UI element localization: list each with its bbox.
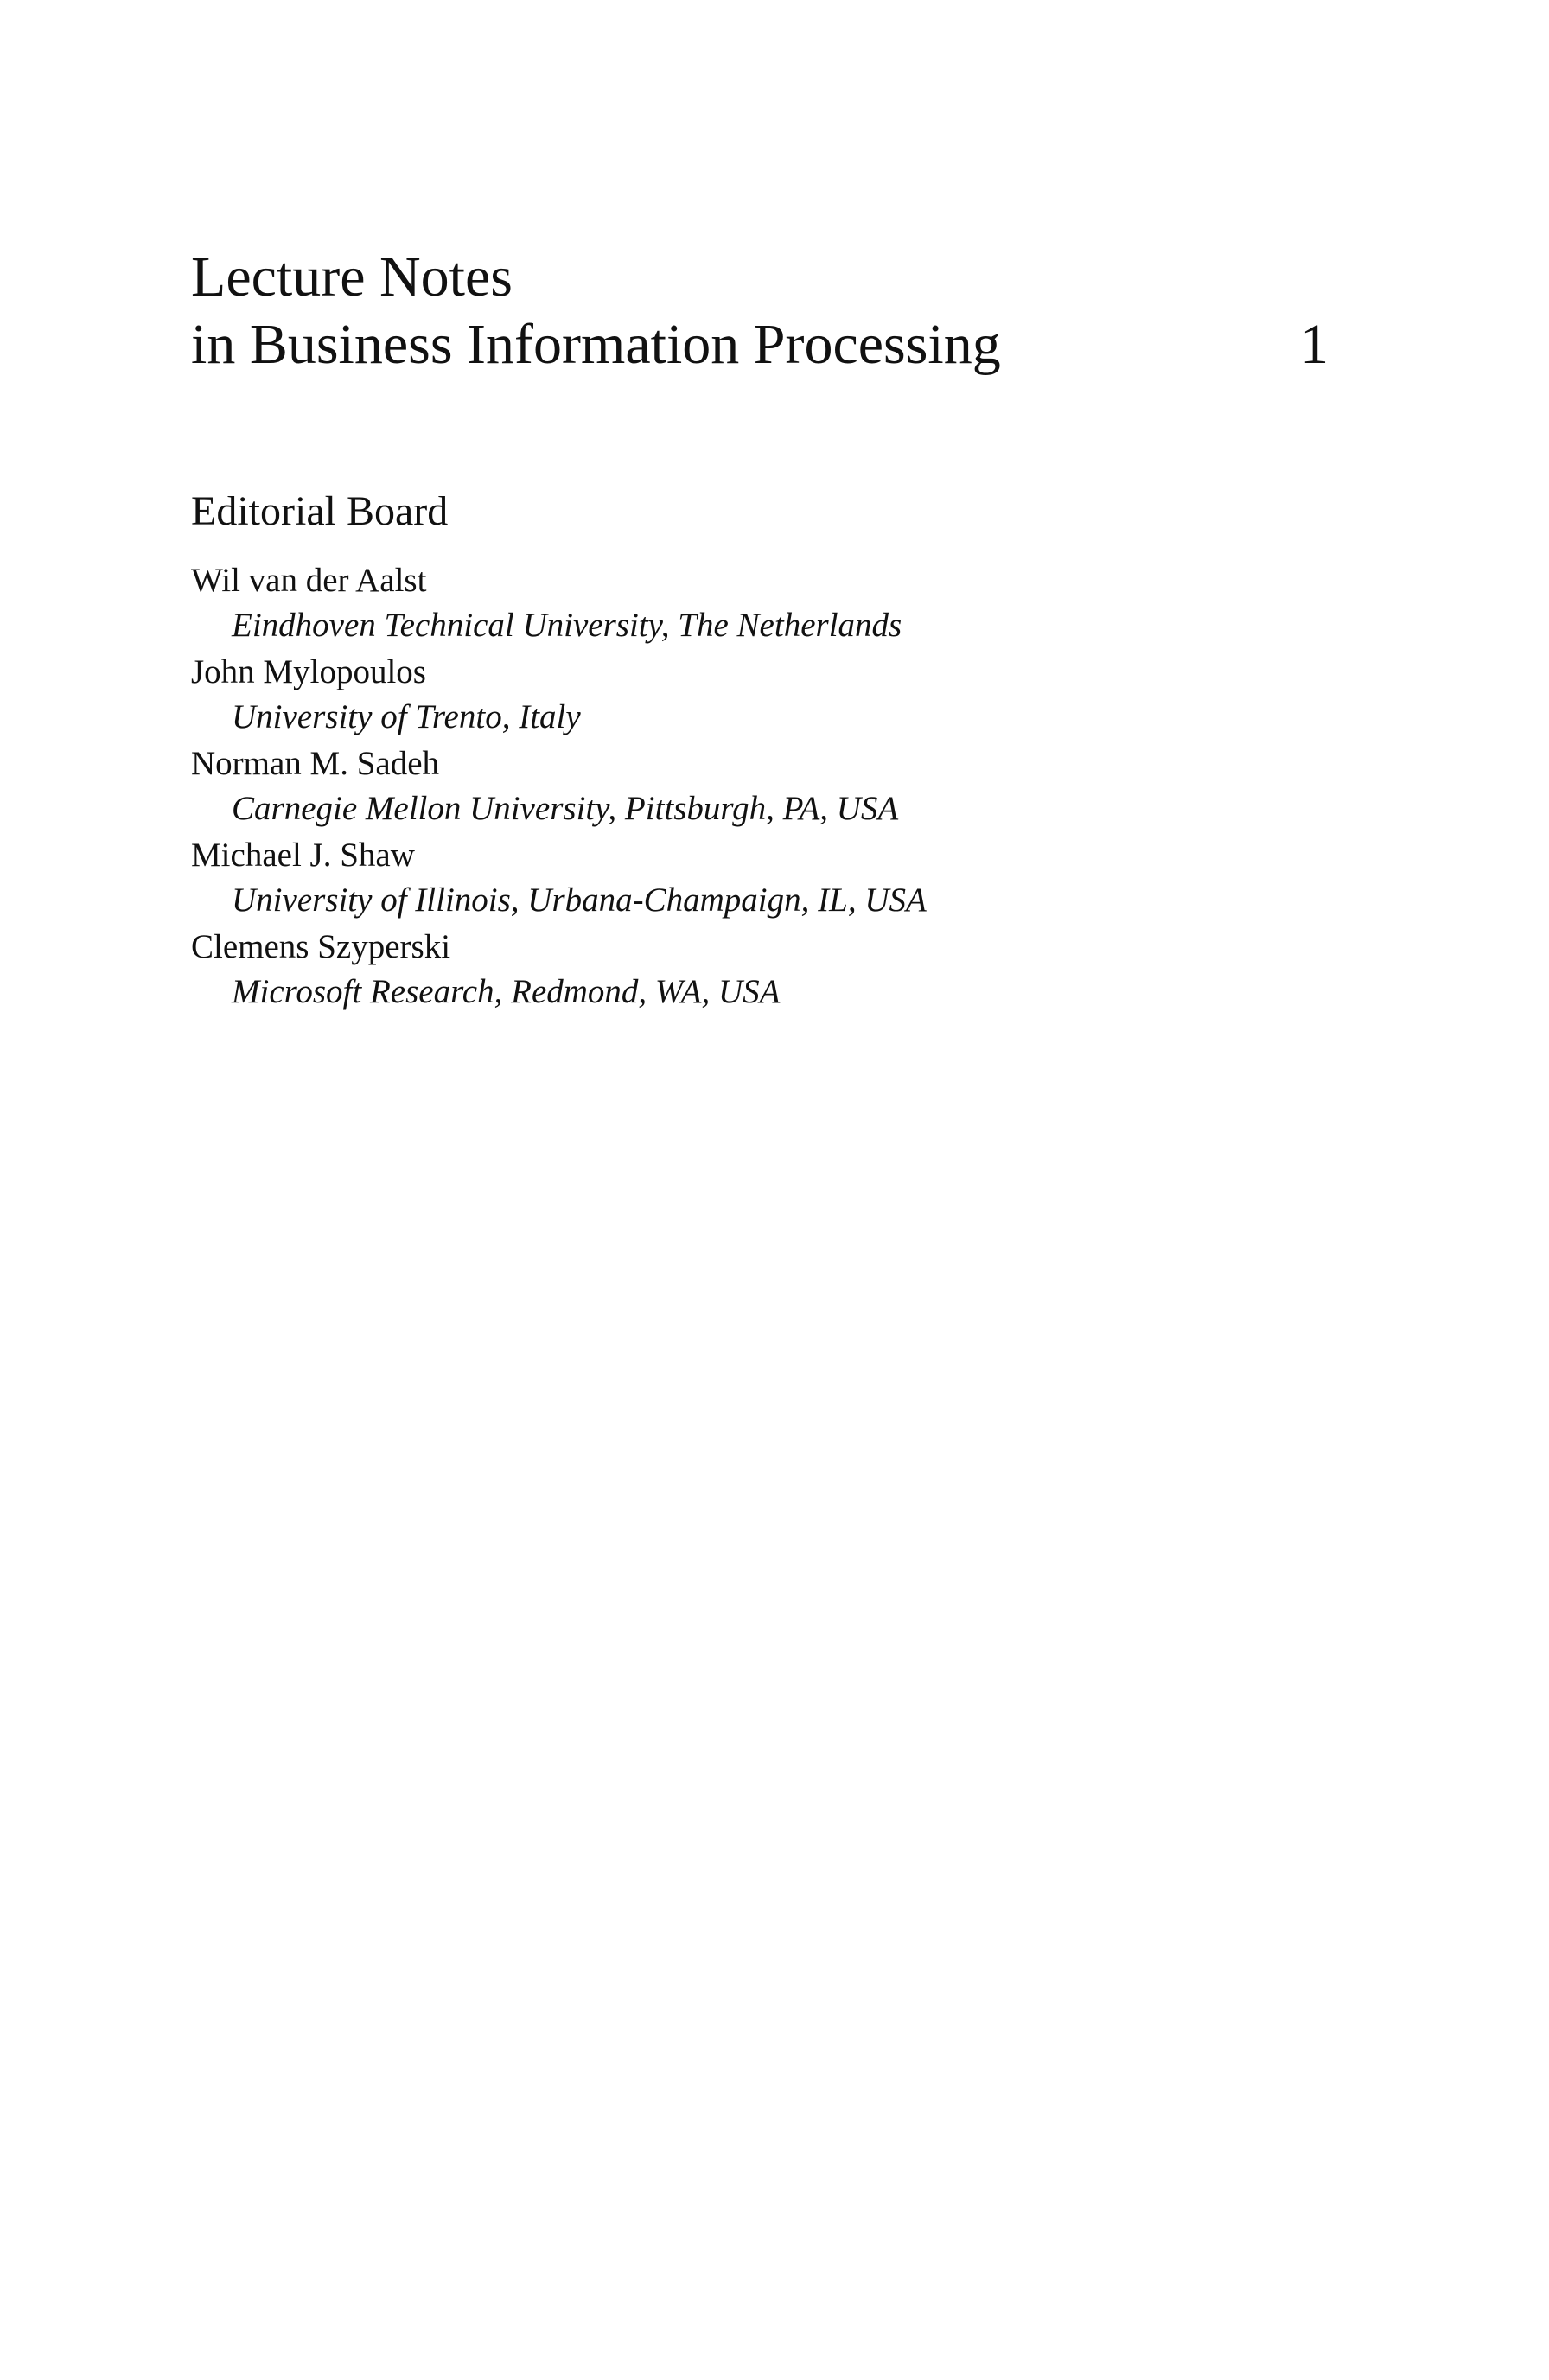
board-member <box>191 833 1315 923</box>
board-member <box>191 558 1315 648</box>
member-affiliation: University of Trento, Italy <box>232 698 581 735</box>
series-title-row <box>191 311 1332 379</box>
board-member <box>191 925 1315 1015</box>
member-name: Wil van der Aalst <box>191 562 427 599</box>
member-name: Clemens Szyperski <box>191 928 451 965</box>
series-title-block <box>191 244 1332 379</box>
editorial-board-heading: Editorial Board <box>191 488 449 534</box>
member-affiliation: Carnegie Mellon University, Pittsburgh, PA, USA <box>232 790 899 827</box>
member-affiliation: Eindhoven Technical University, The Netherlands <box>232 607 902 644</box>
member-name: Michael J. Shaw <box>191 837 415 874</box>
board-member <box>191 741 1315 831</box>
series-title-line-2: in Business Information Processing <box>191 313 1001 376</box>
member-name: John Mylopoulos <box>191 653 426 690</box>
editorial-board-list <box>191 558 1315 1016</box>
series-title-line-1: Lecture Notes <box>191 245 513 309</box>
member-affiliation: University of Illinois, Urbana-Champaign, IL, USA <box>232 881 927 919</box>
volume-number: 1 <box>1300 313 1329 376</box>
member-name: Norman M. Sadeh <box>191 745 440 782</box>
board-member <box>191 650 1315 740</box>
member-affiliation: Microsoft Research, Redmond, WA, USA <box>232 973 781 1010</box>
